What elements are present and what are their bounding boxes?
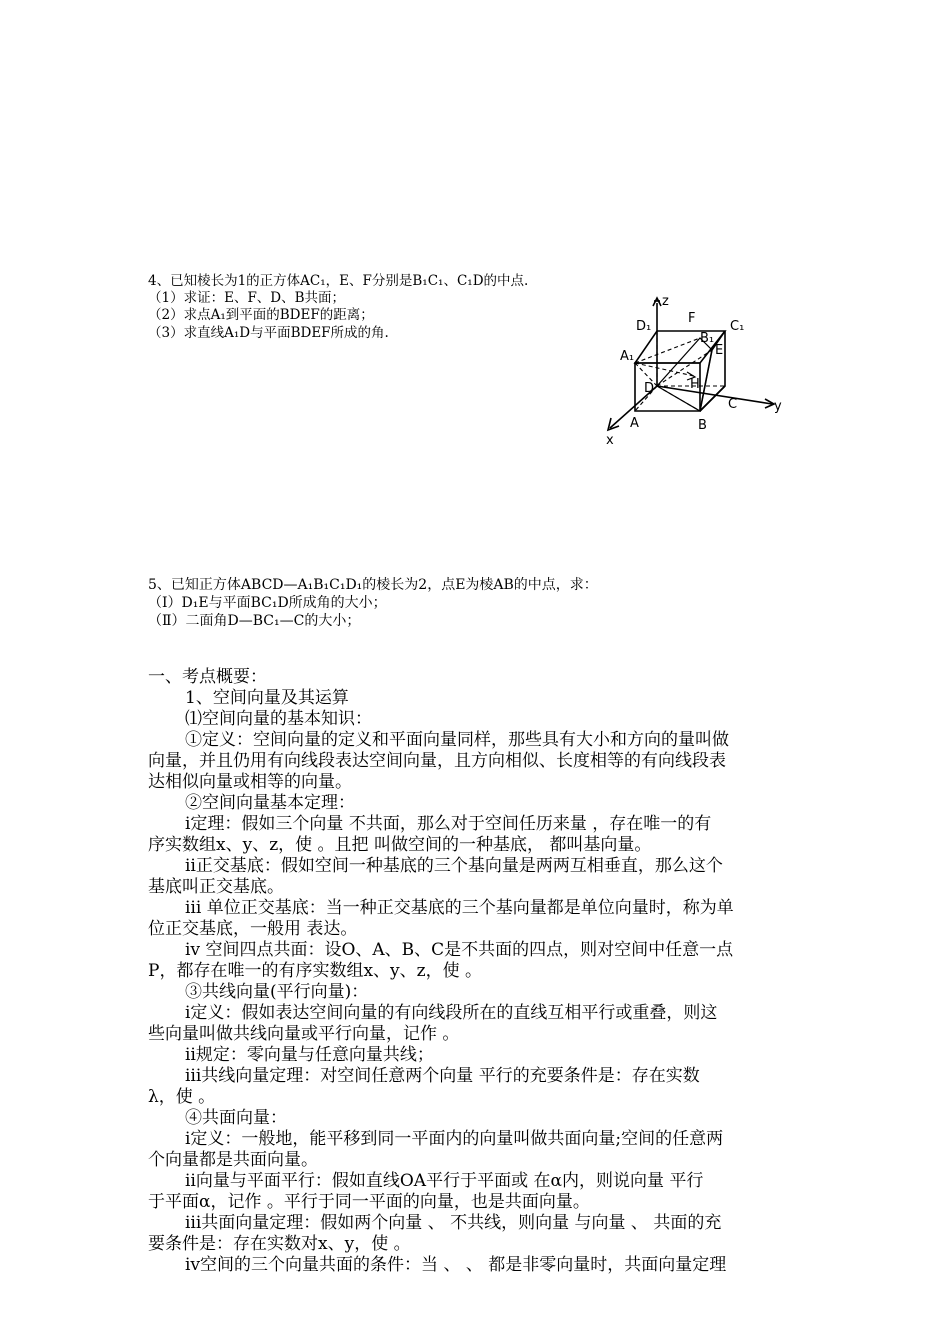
summary-line: ④共面向量：	[185, 1108, 287, 1128]
summary-line: P，都存在唯一的有序实数组x、y、z，使 。	[148, 961, 482, 981]
summary-line: 达相似向量或相等的向量。	[148, 772, 352, 792]
section-heading: 一、考点概要：	[148, 667, 267, 687]
summary-line: 些向量叫做共线向量或平行向量，记作 。	[148, 1024, 460, 1044]
label-B: B	[698, 418, 707, 433]
label-A1: A₁	[620, 349, 635, 364]
summary-line: ⅱ正交基底：假如空间一种基底的三个基向量是两两互相垂直，那么这个	[185, 856, 723, 876]
summary-line: ⅲ 单位正交基底：当一种正交基底的三个基向量都是单位向量时，称为单	[185, 898, 734, 918]
label-H: H	[690, 377, 700, 392]
cube-figure	[600, 288, 790, 450]
label-D1: D₁	[636, 319, 652, 334]
summary-line: ⅱ向量与平面平行：假如直线OA平行于平面或 在α内，则说向量 平行	[185, 1171, 704, 1191]
summary-line: ⅰ定理：假如三个向量 不共面，那么对于空间任历来量 ，存在唯一的有	[185, 814, 712, 834]
summary-line: ⅰ定义：假如表达空间向量的有向线段所在的直线互相平行或重叠，则这	[185, 1003, 718, 1023]
summary-line: ⅲ共面向量定理：假如两个向量 、 不共线，则向量 与向量 、 共面的充	[185, 1213, 722, 1233]
label-z: z	[662, 294, 669, 309]
summary-line: 基底叫正交基底。	[148, 877, 284, 897]
problem5-question-1: （Ⅰ）D₁E与平面BC₁D所成角的大小；	[148, 595, 387, 611]
summary-line: 序实数组x、y、z，使 。且把 叫做空间的一种基底， 都叫基向量。	[148, 835, 652, 855]
summary-line: ⅳ空间的三个向量共面的条件：当 、 、 都是非零向量时，共面向量定理	[185, 1255, 727, 1275]
summary-line: 位正交基底，一般用 表达。	[148, 919, 358, 939]
summary-line: 要条件是：存在实数对x、y，使 。	[148, 1234, 411, 1254]
summary-line: ③共线向量(平行向量)：	[185, 982, 369, 1002]
cube-diagram	[600, 288, 790, 450]
summary-line: ⅳ 空间四点共面：设O、A、B、C是不共面的四点，则对空间中任意一点	[185, 940, 734, 960]
summary-line: ②空间向量基本定理：	[185, 793, 355, 813]
summary-line: 于平面α，记作 。平行于同一平面的向量，也是共面向量。	[148, 1192, 590, 1212]
label-F: F	[688, 311, 696, 326]
summary-line: ①定义：空间向量的定义和平面向量同样，那些具有大小和方向的量叫做	[185, 730, 729, 750]
label-C: C	[728, 397, 738, 412]
label-y: y	[774, 399, 782, 414]
summary-line: ⑴空间向量的基本知识：	[185, 709, 372, 729]
summary-line: ⅰ定义：一般地，能平移到同一平面内的向量叫做共面向量;空间的任意两	[185, 1129, 724, 1149]
problem5-question-2: （Ⅱ）二面角D—BC₁—C的大小；	[148, 613, 361, 629]
summary-line: ⅲ共线向量定理：对空间任意两个向量 平行的充要条件是：存在实数	[185, 1066, 700, 1086]
summary-line: λ，使 。	[148, 1087, 216, 1107]
label-E: E	[715, 343, 724, 358]
label-D: D	[644, 381, 655, 396]
summary-line: 向量，并且仍用有向线段表达空间向量，且方向相似、长度相等的有向线段表	[148, 751, 726, 771]
summary-line: 个向量都是共面向量。	[148, 1150, 318, 1170]
y-axis	[657, 386, 772, 404]
label-C1: C₁	[730, 319, 745, 334]
label-x: x	[606, 433, 614, 448]
problem4-question-3: （3）求直线A₁D与平面BDEF所成的角.	[148, 325, 389, 341]
problem5-stem: 5、已知正方体ABCD—A₁B₁C₁D₁的棱长为2，点E为棱AB的中点，求：	[148, 577, 598, 593]
summary-line: ⅱ规定：零向量与任意向量共线；	[185, 1045, 434, 1065]
label-A: A	[630, 416, 639, 431]
problem4-stem: 4、已知棱长为1的正方体AC₁，E、F分别是B₁C₁、C₁D的中点.	[148, 273, 529, 289]
problem4-question-1: （1）求证：E、F、D、B共面；	[148, 290, 346, 306]
subsection-heading: 1、空间向量及其运算	[185, 688, 349, 708]
problem4-question-2: （2）求点A₁到平面的BDEF的距离；	[148, 307, 374, 323]
label-B1: B₁	[700, 331, 715, 346]
